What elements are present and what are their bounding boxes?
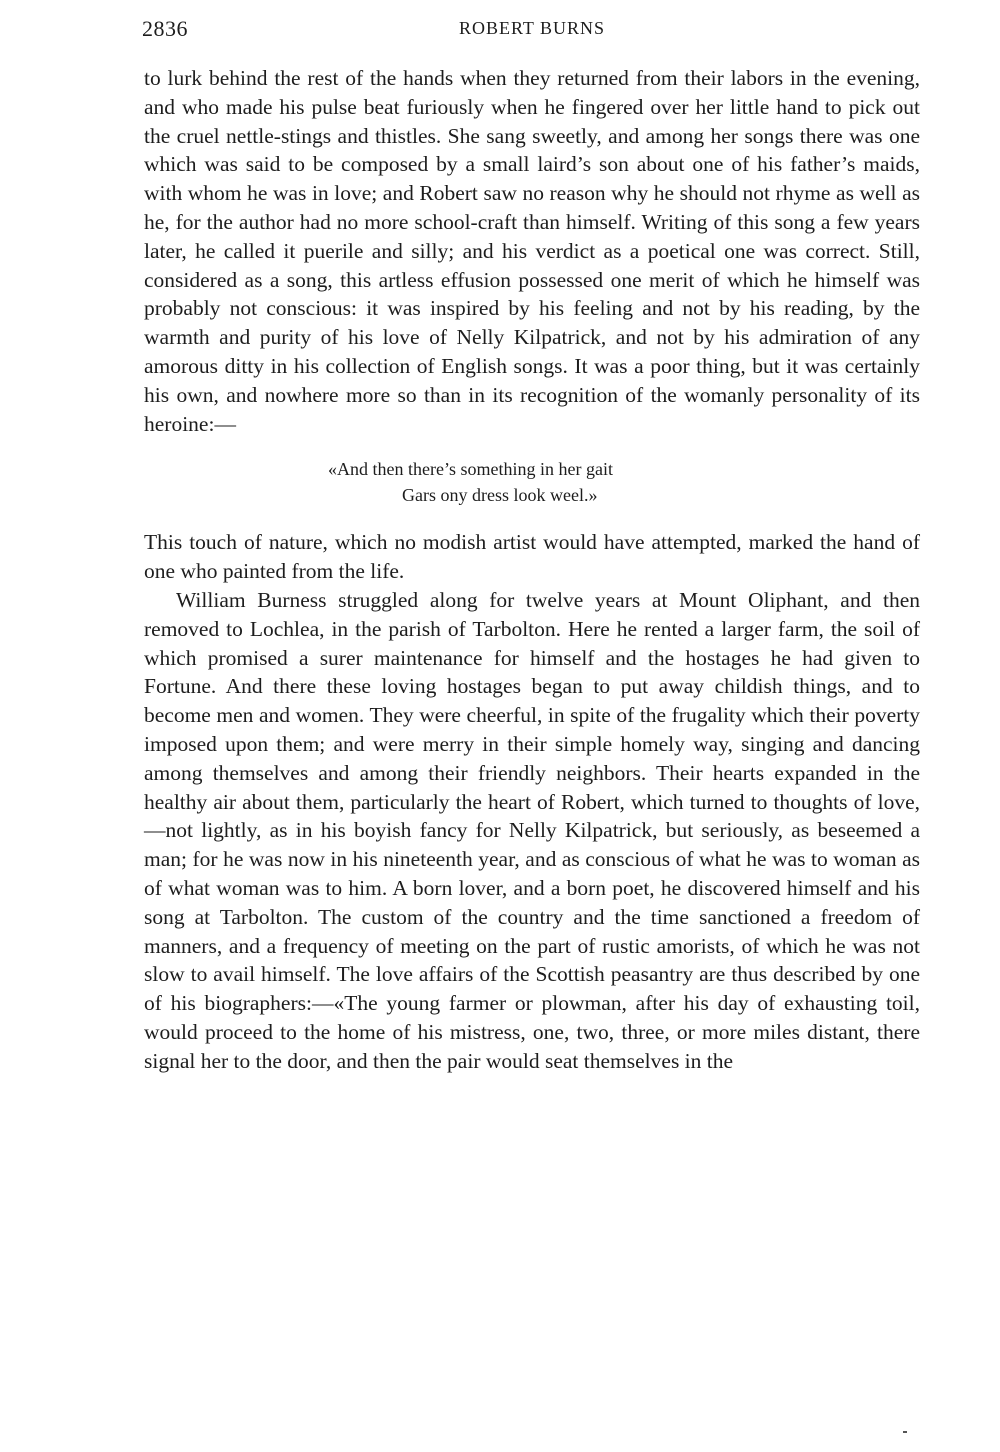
- verse-quotation: [144, 456, 920, 508]
- print-speck: [903, 1431, 907, 1433]
- page-number: 2836: [142, 16, 188, 41]
- paragraph: William Burness struggled along for twelve years at Mount Oliphant, and then removed to Lochlea, in the parish of Tarbolton. Here he rented a larger farm, the soil of which promised a surer maintenance for himself and the hostages he had given to Fortune. And there these loving hostages began to put away childish things, and to become men and women. They were cheerful, in spite of the frugality which their poverty imposed upon them; and were merry in their simple homely way, singing and dancing among themselves and among their friendly neighbors. Their hearts expanded in the healthy air about them, particularly the heart of Robert, which turned to thoughts of love,—not lightly, as in his boyish fancy for Nelly Kilpatrick, but seriously, as beseemed a man; for he was now in his nineteenth year, and as conscious of what he was to woman as of what woman was to him. A born lover, and a born poet, he discovered himself and his song at Tarbolton. The custom of the country and the time sanctioned a freedom of manners, and a frequency of meeting on the part of rustic amorists, of which he was not slow to avail himself. The love affairs of the Scottish peasantry are thus described by one of his biographers:—«The young farmer or plowman, after his day of exhausting toil, would proceed to the home of his mistress, one, two, three, or more miles distant, there signal her to the door, and then the pair would seat themselves in the: [144, 587, 920, 1073]
- body-text: [144, 64, 920, 1076]
- verse-line: Gars ony dress look weel.»: [402, 485, 598, 506]
- paragraph-continued: to lurk behind the rest of the hands when they returned from their labors in the evening, and who made his pulse beat furiously when he fingered over her little hand to pick out the cruel nettle-stings and thistles. She sang sweetly, and among her songs there was one which was said to be composed by a small laird’s son about one of his father’s maids, with whom he was in love; and Robert saw no reason why he should not rhyme as well as he, for the author had no more school-craft than himself. Writing of this song a few years later, he called it puerile and silly; and his verdict as a poetical one was correct. Still, considered as a song, this artless effusion possessed one merit of which he himself was probably not conscious: it was inspired by his feeling and not by his reading, by the warmth and purity of his love of Nelly Kilpatrick, and not by his admiration of any amorous ditty in his collection of English songs. It was a poor thing, but it was certainly his own, and nowhere more so than in its recognition of the womanly personality of its heroine:—: [144, 66, 920, 436]
- page-header: [142, 14, 922, 44]
- verse-line: «And then there’s something in her gait: [328, 459, 613, 480]
- paragraph: This touch of nature, which no modish artist would have attempted, marked the hand of one who painted from the life.: [144, 530, 920, 584]
- running-head: ROBERT BURNS: [458, 18, 606, 38]
